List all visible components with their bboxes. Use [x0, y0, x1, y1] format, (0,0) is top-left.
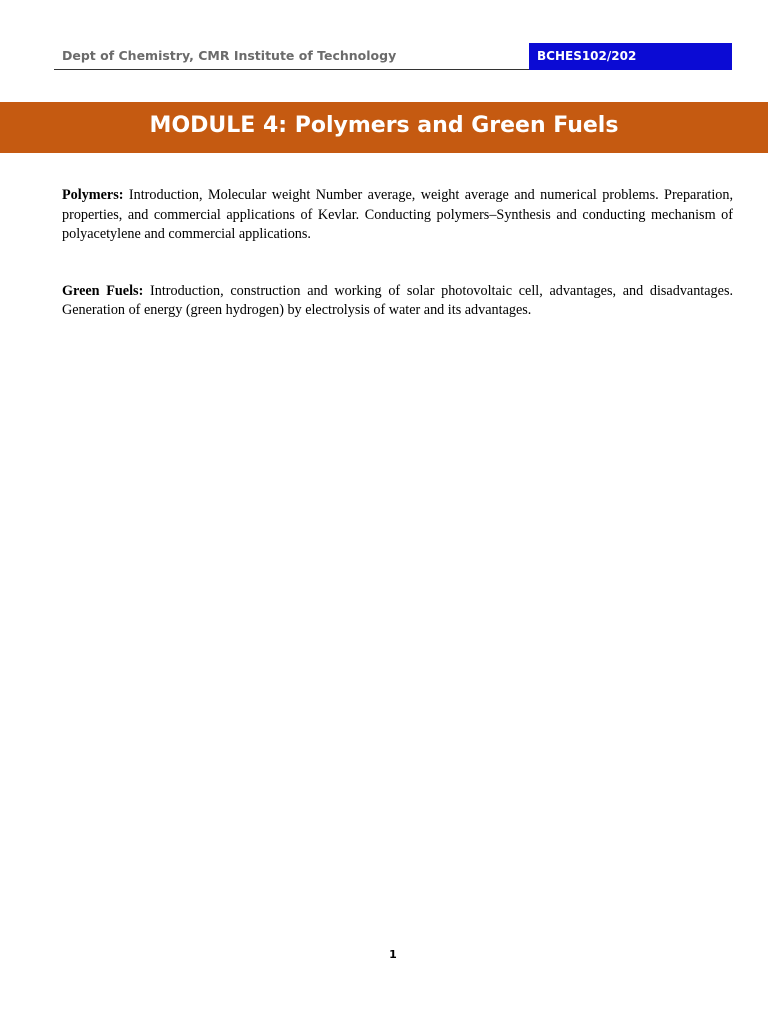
section-polymers [62, 186, 733, 245]
syllabus-content [62, 186, 733, 358]
section-label: Green Fuels: [62, 282, 144, 299]
section-label: Polymers: [62, 187, 124, 203]
section-text: Introduction, construction and working of solar photovoltaic cell, advantages, and disadvantages. Generation of energy (green hydrogen) by electrolysis of water and its advantages. [62, 282, 734, 318]
department-name: Dept of Chemistry, CMR Institute of Technology [62, 48, 397, 63]
section-text: Introduction, Molecular weight Number average, weight average and numerical problems. Preparation, properties, and commercial applications of Kevlar. Conducting polymers–Synthesis and conducting mechanism of polyacetylene and commercial applications. [62, 187, 733, 242]
course-code-badge: BCHES102/202 [529, 43, 732, 70]
module-title-banner: MODULE 4: Polymers and Green Fuels [0, 102, 768, 153]
page-header [54, 43, 732, 71]
section-green-fuels [62, 282, 733, 321]
header-divider [54, 69, 530, 70]
page-number: 1 [389, 948, 397, 961]
